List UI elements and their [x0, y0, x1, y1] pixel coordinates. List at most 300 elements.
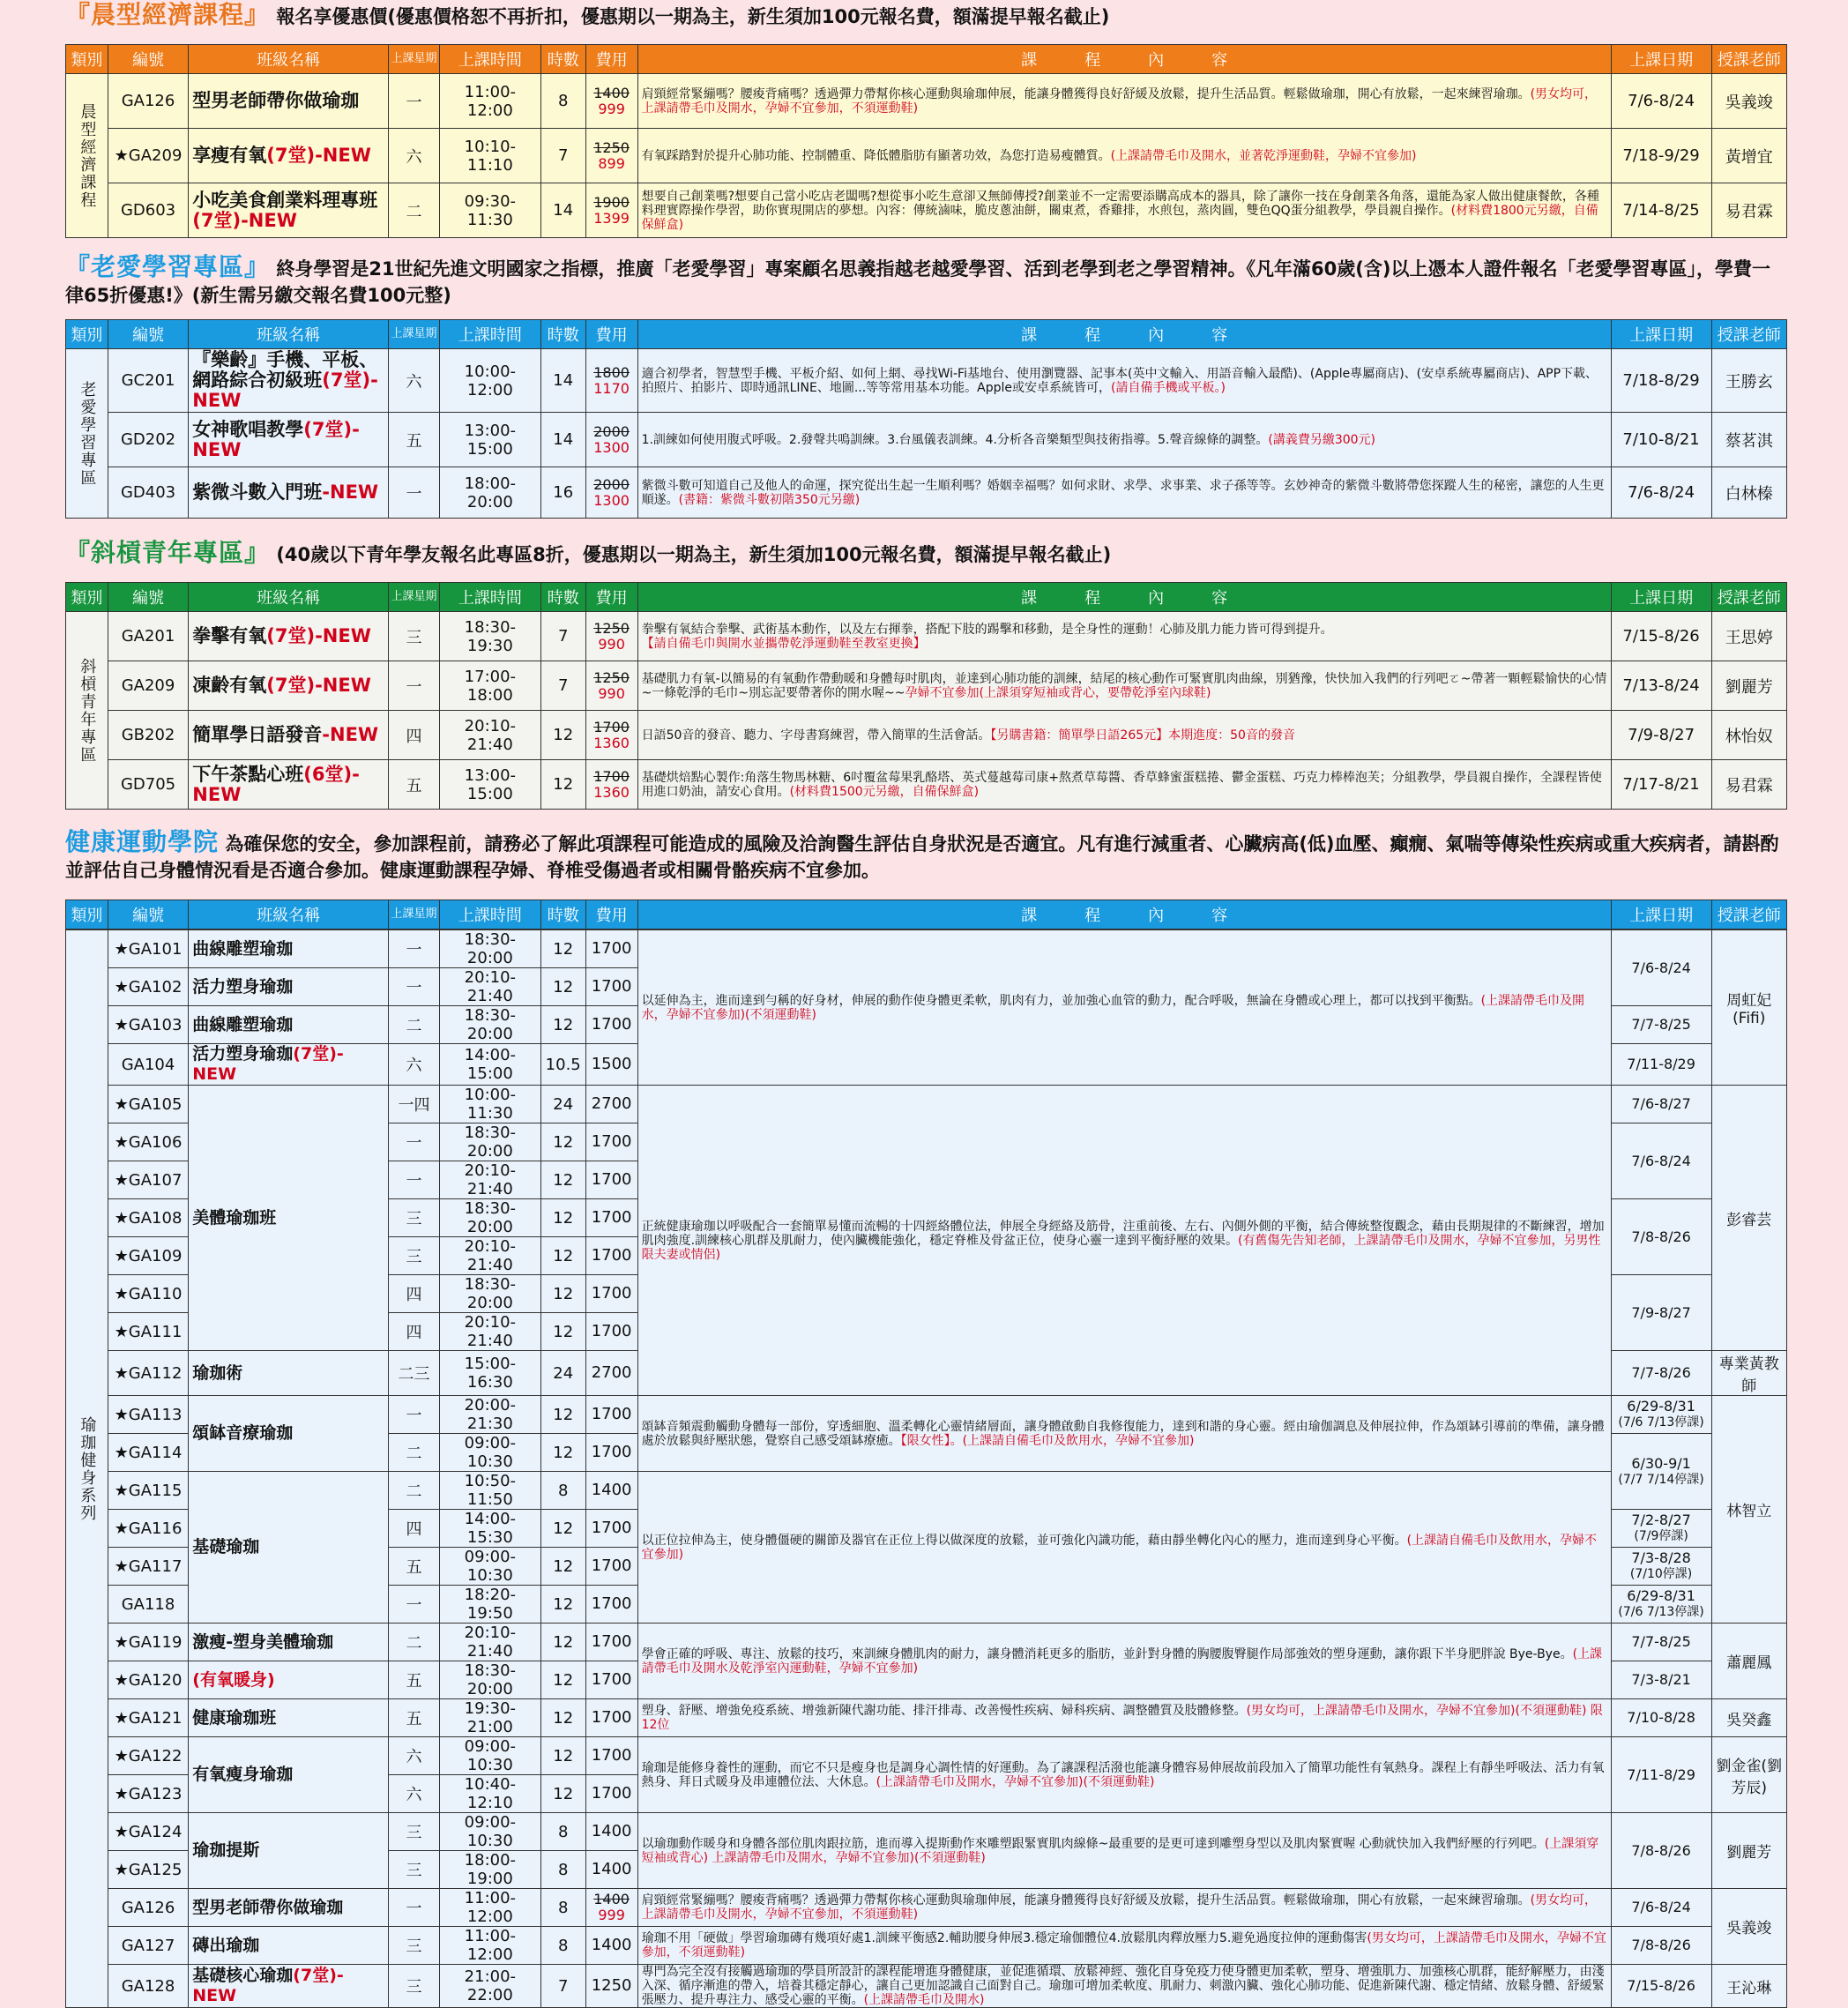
class-time: 20:10-21:40: [439, 968, 540, 1006]
weekday: 五: [388, 1548, 439, 1586]
course-code: ★GA209: [108, 129, 189, 183]
hours: 12: [540, 1737, 585, 1775]
class-time: 10:00-12:00: [439, 349, 540, 413]
course-name: 美體瑜珈班: [189, 1086, 389, 1351]
header-teacher: 授課老師: [1711, 45, 1786, 74]
table-row[interactable]: [66, 1737, 1787, 1775]
class-time: 13:00-15:00: [439, 413, 540, 467]
weekday: 五: [388, 413, 439, 467]
class-time: 11:00-12:00: [439, 74, 540, 129]
hours: 7: [540, 1965, 585, 2008]
course-name: 簡單學日語發音-NEW: [189, 711, 389, 760]
course-date: 7/6-8/24: [1611, 467, 1711, 519]
weekday: 六: [388, 129, 439, 183]
course-code: ★GA114: [108, 1434, 189, 1472]
course-date: 7/10-8/28: [1611, 1699, 1711, 1737]
course-description: 有氧踩踏對於提升心肺功能、控制體重、降低體脂肪有顯著功效，為您打造易瘦體質。(上課請帶毛巾及開水，並著乾淨運動鞋，孕婦不宜參加): [637, 129, 1611, 183]
section-title: 健康運動學院: [65, 827, 220, 856]
course-name: 拳擊有氧(7堂)-NEW: [189, 612, 389, 661]
course-description: 基礎肌力有氧-以簡易的有氧動作帶動暖和身體每吋肌肉，並達到心肺功能的訓練，結尾的核心動作可緊實肌肉曲線，別猶豫，快快加入我們的行列吧ㄛ~帶著一顆輕鬆愉快的心情~一條乾淨的毛巾~別忘記要帶著你的開水喔~~孕婦不宜參加(上課須穿短袖或背心，要帶乾淨室內球鞋): [637, 661, 1611, 711]
fee: 1500: [585, 1044, 637, 1086]
header-content: 課 程 內 容: [637, 45, 1611, 74]
header-time: 上課時間: [439, 900, 540, 929]
table-row[interactable]: [66, 711, 1787, 760]
hours: 12: [540, 1775, 585, 1813]
header-date: 上課日期: [1611, 900, 1711, 929]
table-row[interactable]: [66, 1965, 1787, 2008]
header-teacher: 授課老師: [1711, 583, 1786, 612]
header-fee: 費用: [585, 320, 637, 349]
course-name: 紫微斗數入門班-NEW: [189, 467, 389, 519]
hours: 16: [540, 467, 585, 519]
teacher: 王勝玄: [1711, 349, 1786, 413]
hours: 8: [540, 1851, 585, 1889]
course-code: ★GA120: [108, 1661, 189, 1699]
class-time: 18:30-20:00: [439, 1123, 540, 1161]
course-name: 曲線雕塑瑜珈: [189, 930, 389, 968]
hours: 12: [540, 1237, 585, 1275]
fee: 2700: [585, 1351, 637, 1396]
course-name: 健康瑜珈班: [189, 1699, 389, 1737]
header-weekday: 上課星期: [388, 320, 439, 349]
table-row[interactable]: [66, 413, 1787, 467]
class-time: 11:00-12:00: [439, 1889, 540, 1927]
table-header-row: [66, 45, 1787, 74]
course-code: GA127: [108, 1927, 189, 1965]
section-heading-morning: [65, 2, 1109, 30]
course-code: GC201: [108, 349, 189, 413]
category-cell: 瑜珈健身系列: [66, 930, 108, 2008]
table-row[interactable]: [66, 612, 1787, 661]
course-date: 7/6-8/24: [1611, 1123, 1711, 1199]
fee: 2000 1300: [585, 413, 637, 467]
table-header-row: [66, 900, 1787, 929]
course-description: 想要自己創業嗎?想要自己當小吃店老闆嗎?想從事小吃生意卻又無師傳授?創業並不一定需要添購高成本的器具，除了讓你一技在身創業各角落，還能為家人做出健康餐飲，各種料理實際操作學習，助你實現開店的夢想。內容：傳統滷味，脆皮蔥油餅，關東煮，香雞排，水煎包，蒸肉圓，雙色QQ蛋分組教學，學員親自操作。(材料費1800元另繳，自備保鮮盒): [637, 183, 1611, 238]
section-title: 『老愛學習專區』: [65, 252, 271, 281]
weekday: 三: [388, 1199, 439, 1237]
course-code: ★GA117: [108, 1548, 189, 1586]
hours: 12: [540, 711, 585, 760]
course-name: 基礎核心瑜珈(7堂)-NEW: [189, 1965, 389, 2008]
header-weekday: 上課星期: [388, 583, 439, 612]
course-description: 以延伸為主，進而達到勻稱的好身材，伸展的動作使身體更柔軟，肌肉有力，並加強心血管的動力，配合呼吸，無論在身體或心理上，都可以找到平衡點。(上課請帶毛巾及開水，孕婦不宜參加)(不須運動鞋): [637, 930, 1611, 1086]
header-weekday: 上課星期: [388, 45, 439, 74]
fee: 1700: [585, 1237, 637, 1275]
course-description: 肩頸經常緊繃嗎？腰痠背痛嗎？透過彈力帶幫你核心運動與瑜珈伸展，能讓身體獲得良好舒緩及放鬆，提升生活品質。輕鬆做瑜珈，開心有放鬆，一起來練習瑜珈。(男女均可，上課請帶毛巾及開水，孕婦不宜參加，不須運動鞋): [637, 74, 1611, 129]
course-code: ★GA119: [108, 1624, 189, 1661]
course-name: (有氧暖身): [189, 1661, 389, 1699]
fee: 1700: [585, 1199, 637, 1237]
course-date: 7/11-8/29: [1611, 1737, 1711, 1813]
section-title: 『斜槓青年專區』: [65, 538, 271, 567]
class-time: 20:10-21:40: [439, 1237, 540, 1275]
fee: 1250 990: [585, 612, 637, 661]
course-description: 頌缽音頻震動觸動身體每一部份，穿透細胞、溫柔轉化心靈情緒層面，讓身體啟動自我修復能力，達到和諧的身心靈。經由瑜伽調息及伸展拉伸，作為頌缽引導前的準備，讓身體處於放鬆與紓壓狀態，覺察自己感受頌缽療癒。【限女性】。(上課請自備毛巾及飲用水，孕婦不宜參加): [637, 1396, 1611, 1472]
course-date: 7/8-8/26: [1611, 1927, 1711, 1965]
hours: 12: [540, 760, 585, 810]
hours: 14: [540, 413, 585, 467]
class-time: 18:30-20:00: [439, 1661, 540, 1699]
weekday: 一: [388, 1396, 439, 1434]
weekday: 六: [388, 349, 439, 413]
class-time: 20:10-21:40: [439, 711, 540, 760]
course-description: 以瑜珈動作暖身和身體各部位肌肉跟拉筋，進而導入提斯動作來雕塑跟緊實肌肉線條~最重要的是更可達到雕塑身型以及肌肉緊實喔 心動就快加入我們紓壓的行列吧。(上課須穿短袖或背心) 上課請帶毛巾及開水，孕婦不宜參加)(不須運動鞋): [637, 1813, 1611, 1889]
class-time: 09:00-10:30: [439, 1548, 540, 1586]
section-heading-senior: [65, 254, 1785, 309]
course-code: GA118: [108, 1586, 189, 1624]
course-name: 有氧瘦身瑜珈: [189, 1737, 389, 1813]
section-note: 報名享優惠價(優惠價格恕不再折扣，優惠期以一期為主，新生須加100元報名費，額滿提早報名截止): [276, 6, 1110, 27]
fee: 1700: [585, 1123, 637, 1161]
class-time: 20:10-21:40: [439, 1313, 540, 1351]
table-row[interactable]: [66, 1624, 1787, 1661]
course-name: 曲線雕塑瑜珈: [189, 1006, 389, 1044]
course-date: 7/6-8/27: [1611, 1086, 1711, 1123]
fee: 1400: [585, 1472, 637, 1510]
class-time: 18:30-20:00: [439, 1199, 540, 1237]
class-time: 18:20-19:50: [439, 1586, 540, 1624]
class-time: 20:10-21:40: [439, 1624, 540, 1661]
course-description: 日語50音的發音、聽力、字母書寫練習，帶入簡單的生活會話。【另購書籍：簡單學日語265元】本期進度：50音的發音: [637, 711, 1611, 760]
teacher: 吳義竣: [1711, 74, 1786, 129]
header-date: 上課日期: [1611, 45, 1711, 74]
header-date: 上課日期: [1611, 583, 1711, 612]
class-time: 13:00-15:00: [439, 760, 540, 810]
hours: 12: [540, 930, 585, 968]
hours: 12: [540, 1006, 585, 1044]
header-content: 課 程 內 容: [637, 583, 1611, 612]
course-date: 6/29-8/31 (7/6 7/13停課): [1611, 1586, 1711, 1624]
fee: 1700: [585, 1661, 637, 1699]
header-teacher: 授課老師: [1711, 320, 1786, 349]
course-code: ★GA108: [108, 1199, 189, 1237]
hours: 12: [540, 1123, 585, 1161]
hours: 8: [540, 1472, 585, 1510]
table-row[interactable]: [66, 930, 1787, 968]
course-date: 6/30-9/1 (7/7 7/14停課): [1611, 1434, 1711, 1510]
fee: 1800 1170: [585, 349, 637, 413]
class-time: 21:00-22:00: [439, 1965, 540, 2008]
weekday: 一: [388, 968, 439, 1006]
course-description: 塑身、舒壓、增強免疫系統、增強新陳代謝功能、排汗排毒、改善慢性疾病、婦科疾病、調整體質及肢體修整。(男女均可，上課請帶毛巾及開水，孕婦不宜參加)(不須運動鞋) 限12位: [637, 1699, 1611, 1737]
table-row[interactable]: [66, 661, 1787, 711]
health-course-body: [65, 929, 1787, 2008]
hours: 12: [540, 1161, 585, 1199]
course-name: 瑜珈提斯: [189, 1813, 389, 1889]
weekday: 三: [388, 1237, 439, 1275]
table-row[interactable]: [66, 1699, 1787, 1737]
header-code: 編號: [108, 583, 189, 612]
course-description: 1.訓練如何使用腹式呼吸。2.發聲共鳴訓練。3.台風儀表訓練。4.分析各音樂類型與技術指導。5.聲音線條的調整。(講義費另繳300元): [637, 413, 1611, 467]
course-description: 以正位拉伸為主，使身體僵硬的關節及器官在正位上得以做深度的放鬆，並可強化內識功能，藉由靜坐轉化內心的壓力，進而達到身心平衡。(上課請自備毛巾及飲用水，孕婦不宜參加): [637, 1472, 1611, 1624]
teacher: 王沁琳: [1711, 1965, 1786, 2008]
course-date: 7/3-8/28 (7/10停課): [1611, 1548, 1711, 1586]
fee: 2700: [585, 1086, 637, 1123]
weekday: 三: [388, 1927, 439, 1965]
fee: 1700: [585, 930, 637, 968]
fee: 2000 1300: [585, 467, 637, 519]
class-time: 18:00-20:00: [439, 467, 540, 519]
course-description: 拳擊有氧結合拳擊、武術基本動作，以及左右揮拳，搭配下肢的踢擊和移動，是全身性的運動！心肺及肌力能力皆可得到提升。【請自備毛巾與開水並攜帶乾淨運動鞋至教室更換】: [637, 612, 1611, 661]
teacher: 周虹妃(Fifi): [1711, 930, 1786, 1086]
course-name: 型男老師帶你做瑜珈: [189, 74, 389, 129]
course-name: 頌缽音療瑜珈: [189, 1396, 389, 1472]
hours: 8: [540, 1813, 585, 1851]
weekday: 二三: [388, 1351, 439, 1396]
weekday: 二: [388, 1624, 439, 1661]
hours: 12: [540, 968, 585, 1006]
course-name: 凍齡有氧(7堂)-NEW: [189, 661, 389, 711]
table-row[interactable]: [66, 1813, 1787, 1851]
class-time: 09:30-11:30: [439, 183, 540, 238]
fee: 1700: [585, 1313, 637, 1351]
class-time: 10:40-12:10: [439, 1775, 540, 1813]
course-code: GD603: [108, 183, 189, 238]
weekday: 六: [388, 1775, 439, 1813]
course-date: 7/7-8/25: [1611, 1624, 1711, 1661]
course-code: ★GA110: [108, 1275, 189, 1313]
header-class-name: 班級名稱: [189, 900, 389, 929]
class-time: 09:00-10:30: [439, 1737, 540, 1775]
fee: 1700: [585, 1624, 637, 1661]
hours: 12: [540, 1586, 585, 1624]
course-code: ★GA115: [108, 1472, 189, 1510]
table-row[interactable]: [66, 1889, 1787, 1927]
course-description: 正統健康瑜珈以呼吸配合一套簡單易懂而流暢的十四經絡體位法，伸展全身經絡及筋骨，注重前後、左右、內側外側的平衡，結合傳統整復觀念，藉由長期規律的不斷練習，增加肌肉強度.訓練核心肌群及肌耐力，使內臟機能強化，穩定脊椎及骨盆正位，使身心靈一達到平衡紓壓的效果。(有舊傷先告知老師，上課請帶毛巾及開水，孕婦不宜參加，另男性限夫妻或情侶): [637, 1086, 1611, 1396]
header-code: 編號: [108, 320, 189, 349]
class-time: 17:00-18:00: [439, 661, 540, 711]
table-header-row: [66, 320, 1787, 349]
course-date: 7/17-8/21: [1611, 760, 1711, 810]
class-time: 15:00-16:30: [439, 1351, 540, 1396]
course-code: ★GA123: [108, 1775, 189, 1813]
header-hours: 時數: [540, 583, 585, 612]
fee: 1700: [585, 1699, 637, 1737]
hours: 24: [540, 1351, 585, 1396]
course-date: 6/29-8/31 (7/6 7/13停課): [1611, 1396, 1711, 1434]
header-class-name: 班級名稱: [189, 583, 389, 612]
table-row[interactable]: [66, 349, 1787, 413]
youth-course-table: [65, 582, 1787, 810]
course-date: 7/8-8/26: [1611, 1199, 1711, 1275]
morning-course-table: [65, 44, 1787, 238]
hours: 8: [540, 74, 585, 129]
class-time: 18:30-20:00: [439, 1006, 540, 1044]
course-code: GA126: [108, 74, 189, 129]
header-hours: 時數: [540, 45, 585, 74]
course-code: ★GA122: [108, 1737, 189, 1775]
weekday: 三: [388, 1965, 439, 2008]
hours: 12: [540, 1548, 585, 1586]
class-time: 11:00-12:00: [439, 1927, 540, 1965]
class-time: 09:00-10:30: [439, 1813, 540, 1851]
header-class-name: 班級名稱: [189, 45, 389, 74]
weekday: 一: [388, 661, 439, 711]
course-code: ★GA101: [108, 930, 189, 968]
teacher: 劉麗芳: [1711, 1813, 1786, 1889]
header-fee: 費用: [585, 583, 637, 612]
course-description: 紫微斗數可知道自己及他人的命運，探究從出生起一生順利嗎？婚姻幸福嗎？如何求財、求學、求事業、求子孫等等。玄妙神奇的紫微斗數將帶您探蹤人生的秘密，讓您的人生更順遂。(書籍：紫微斗數初階350元另繳): [637, 467, 1611, 519]
fee: 1400: [585, 1927, 637, 1965]
course-code: ★GA124: [108, 1813, 189, 1851]
course-code: ★GA125: [108, 1851, 189, 1889]
header-category: 類別: [66, 900, 108, 929]
weekday: 四: [388, 1510, 439, 1548]
hours: 10.5: [540, 1044, 585, 1086]
course-code: ★GA116: [108, 1510, 189, 1548]
section-note: 為確保您的安全，參加課程前，請務必了解此項課程可能造成的風險及洽詢醫生評估自身狀況是否適宜。凡有進行減重者、心臟病高(低)血壓、癲癇、氣喘等傳染性疾病或重大疾病者，請斟酌並評估自己身體情況看是否適合參加。健康運動課程孕婦、脊椎受傷過者或相關骨骼疾病不宜參加。: [65, 833, 1779, 881]
fee: 1700 1360: [585, 760, 637, 810]
header-class-name: 班級名稱: [189, 320, 389, 349]
course-date: 7/9-8/27: [1611, 1275, 1711, 1351]
course-description: 肩頸經常緊繃嗎？腰痠背痛嗎？透過彈力帶幫你核心運動與瑜珈伸展，能讓身體獲得良好舒緩及放鬆，提升生活品質。輕鬆做瑜珈，開心有放鬆，一起來練習瑜珈。(男女均可，上課請帶毛巾及開水，孕婦不宜參加，不須運動鞋): [637, 1889, 1611, 1927]
teacher: 王思婷: [1711, 612, 1786, 661]
section-heading-youth: [65, 540, 1111, 568]
table-row[interactable]: [66, 467, 1787, 519]
hours: 12: [540, 1510, 585, 1548]
course-code: GA209: [108, 661, 189, 711]
fee: 1700: [585, 1396, 637, 1434]
section-note: 終身學習是21世紀先進文明國家之指標，推廣「老愛學習」專案顧名思義指越老越愛學習、活到老學到老之學習精神。《凡年滿60歲(含)以上憑本人證件報名「老愛學習專區」，學費一律65折優惠!》(新生需另繳交報名費100元整): [65, 258, 1770, 306]
fee: 1700: [585, 1434, 637, 1472]
course-date: 7/3-8/21: [1611, 1661, 1711, 1699]
course-code: GD403: [108, 467, 189, 519]
course-date: 7/2-8/27 (7/9停課): [1611, 1510, 1711, 1548]
course-description: 瑜珈不用「硬做」學習瑜珈磚有幾項好處1.訓練平衡感2.輔助腰身伸展3.穩定瑜伽體位4.放鬆肌肉釋放壓力5.避免過度拉伸的運動傷害(男女均可，上課請帶毛巾及開水，孕婦不宜參加，不須運動鞋): [637, 1927, 1611, 1965]
class-time: 20:10-21:40: [439, 1161, 540, 1199]
course-name: 下午茶點心班(6堂)-NEW: [189, 760, 389, 810]
course-name: 基礎瑜珈: [189, 1472, 389, 1624]
class-time: 10:10-11:10: [439, 129, 540, 183]
fee: 1400: [585, 1851, 637, 1889]
fee: 1700: [585, 1548, 637, 1586]
hours: 24: [540, 1086, 585, 1123]
class-time: 18:30-20:00: [439, 1275, 540, 1313]
course-date: 7/8-8/26: [1611, 1813, 1711, 1889]
course-code: ★GA109: [108, 1237, 189, 1275]
course-name: 『樂齡』手機、平板、網路綜合初級班(7堂)-NEW: [189, 349, 389, 413]
hours: 14: [540, 183, 585, 238]
weekday: 四: [388, 711, 439, 760]
teacher: 林智立: [1711, 1396, 1786, 1624]
header-time: 上課時間: [439, 45, 540, 74]
header-hours: 時數: [540, 900, 585, 929]
weekday: 二: [388, 1434, 439, 1472]
course-code: ★GA105: [108, 1086, 189, 1123]
course-code: ★GA102: [108, 968, 189, 1006]
senior-course-table: [65, 319, 1787, 519]
weekday: 四: [388, 1313, 439, 1351]
course-description: 專門為完全沒有接觸過瑜珈的學員所設計的課程能增進身體健康，並促進循環、放鬆神經、強化自身免疫力使身體更加柔軟，塑身、增強肌力、加強核心肌群，能紓解壓力，由淺入深、循序漸進的帶入，培養其穩定靜心，讓自己更加認識自己面對自己。瑜珈可增加柔軟度、肌耐力、刺激內臟、強化心肺功能、促進新陳代謝、穩定情緒、放鬆身體、舒緩緊張壓力、提升專注力、感受心靈的平衡。(上課請帶毛巾及開水): [637, 1965, 1611, 2008]
table-row[interactable]: [66, 183, 1787, 238]
weekday: 一四: [388, 1086, 439, 1123]
teacher: 彭睿芸: [1711, 1086, 1786, 1351]
teacher: 易君霖: [1711, 760, 1786, 810]
course-date: 7/18-9/29: [1611, 129, 1711, 183]
class-time: 20:00-21:30: [439, 1396, 540, 1434]
weekday: 四: [388, 1275, 439, 1313]
course-code: GB202: [108, 711, 189, 760]
teacher: 林怡奴: [1711, 711, 1786, 760]
fee: 1700 1360: [585, 711, 637, 760]
health-course-table: [65, 899, 1787, 929]
weekday: 一: [388, 467, 439, 519]
course-date: 7/18-8/29: [1611, 349, 1711, 413]
fee: 1700: [585, 968, 637, 1006]
weekday: 一: [388, 1889, 439, 1927]
header-category: 類別: [66, 45, 108, 74]
course-name: 享瘦有氧(7堂)-NEW: [189, 129, 389, 183]
fee: 1700: [585, 1510, 637, 1548]
teacher: 劉金雀(劉芳辰): [1711, 1737, 1786, 1813]
weekday: 五: [388, 1661, 439, 1699]
section-note: (40歲以下青年學友報名此專區8折，優惠期以一期為主，新生須加100元報名費，額滿提早報名截止): [276, 544, 1112, 565]
course-date: 7/6-8/24: [1611, 74, 1711, 129]
table-row[interactable]: [66, 1086, 1787, 1123]
table-row[interactable]: [66, 760, 1787, 810]
table-row[interactable]: [66, 1927, 1787, 1965]
header-time: 上課時間: [439, 320, 540, 349]
table-row[interactable]: [66, 74, 1787, 129]
course-date: 7/13-8/24: [1611, 661, 1711, 711]
hours: 7: [540, 612, 585, 661]
table-header-row: [66, 583, 1787, 612]
header-fee: 費用: [585, 45, 637, 74]
course-description: 基礎烘焙點心製作:角落生物馬林糖、6吋覆盆莓果乳酪塔、英式蔓越莓司康+熬煮草莓醬、香草蜂蜜蛋糕捲、鬱金蛋糕、巧克力棒棒泡芙；分組教學，學員親自操作，全課程皆使用進口奶油，請安心食用。(材料費1500元另繳，自備保鮮盒): [637, 760, 1611, 810]
course-name: 活力塑身瑜珈(7堂)-NEW: [189, 1044, 389, 1086]
course-name: 活力塑身瑜珈: [189, 968, 389, 1006]
class-time: 09:00-10:30: [439, 1434, 540, 1472]
teacher: 易君霖: [1711, 183, 1786, 238]
weekday: 一: [388, 1123, 439, 1161]
course-name: 磚出瑜珈: [189, 1927, 389, 1965]
weekday: 三: [388, 612, 439, 661]
class-time: 19:30-21:00: [439, 1699, 540, 1737]
teacher: 黃增宜: [1711, 129, 1786, 183]
header-content: 課 程 內 容: [637, 320, 1611, 349]
header-weekday: 上課星期: [388, 900, 439, 929]
weekday: 六: [388, 1737, 439, 1775]
weekday: 一: [388, 74, 439, 129]
course-name: 激瘦-塑身美體瑜珈: [189, 1624, 389, 1661]
course-code: GD705: [108, 760, 189, 810]
class-time: 14:00-15:00: [439, 1044, 540, 1086]
course-description: 瑜珈是能修身養性的運動，而它不只是瘦身也是調身心調性情的好運動。為了讓課程活潑也能讓身體容易伸展故前段加入了簡單功能性有氧熱身。課程上有靜坐呼吸法、活力有氧熱身、拜日式暖身及串連體位法、大休息。(上課請帶毛巾及開水，孕婦不宜參加)(不須運動鞋): [637, 1737, 1611, 1813]
course-code: GA201: [108, 612, 189, 661]
weekday: 三: [388, 1851, 439, 1889]
course-code: ★GA107: [108, 1161, 189, 1199]
table-row[interactable]: [66, 1472, 1787, 1510]
header-teacher: 授課老師: [1711, 900, 1786, 929]
teacher: 蕭麗鳳: [1711, 1624, 1786, 1699]
header-code: 編號: [108, 45, 189, 74]
weekday: 五: [388, 1699, 439, 1737]
weekday: 一: [388, 930, 439, 968]
course-code: GD202: [108, 413, 189, 467]
header-date: 上課日期: [1611, 320, 1711, 349]
course-date: 7/6-8/24: [1611, 1889, 1711, 1927]
course-date: 7/6-8/24: [1611, 930, 1711, 1006]
course-code: ★GA111: [108, 1313, 189, 1351]
header-content: 課 程 內 容: [637, 900, 1611, 929]
table-row[interactable]: [66, 1396, 1787, 1434]
fee: 1700: [585, 1006, 637, 1044]
table-row[interactable]: [66, 129, 1787, 183]
header-category: 類別: [66, 320, 108, 349]
class-time: 10:50-11:50: [439, 1472, 540, 1510]
hours: 7: [540, 129, 585, 183]
fee: 1250: [585, 1965, 637, 2008]
